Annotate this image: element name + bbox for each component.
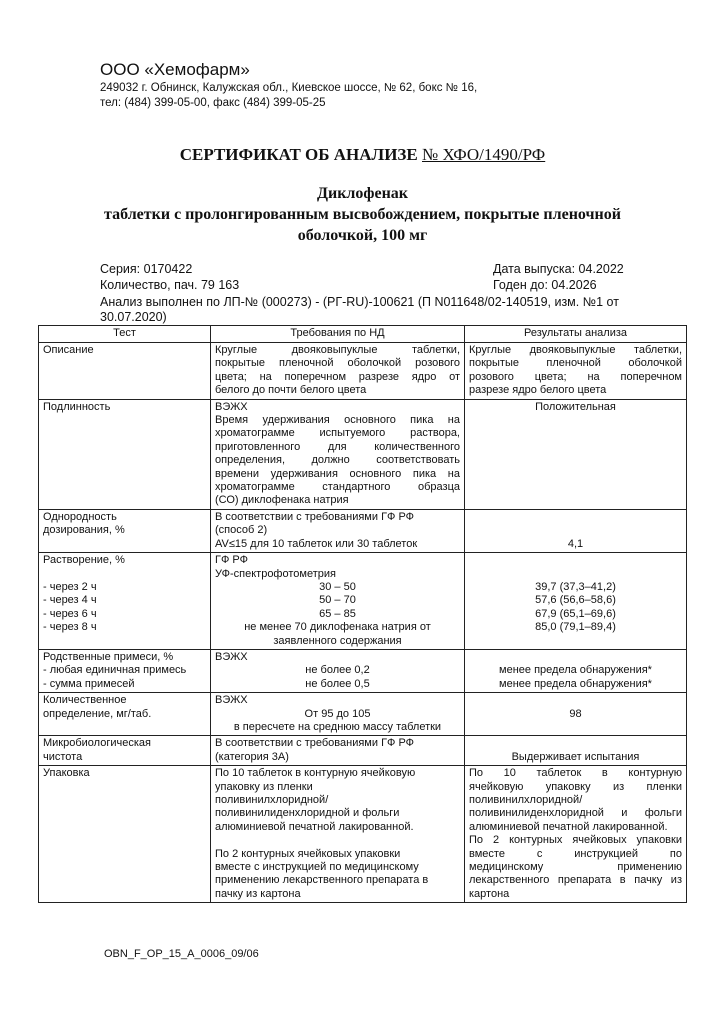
- requirement: ВЭЖХ Время удерживания основного пика на хроматограмме испытуемого раствора, приготовленного для количественного определения, должно соответствовать времени удерживания основного пика на хроматограмме стандартного образца (СО) диклофенака натрия: [211, 399, 465, 509]
- result: Выдерживает испытания: [465, 736, 687, 766]
- table-row: [39, 736, 687, 766]
- result: 39,7 (37,3–41,2) 57,6 (56,6–58,6) 67,9 (65,1–69,6) 85,0 (79,1–89,4): [465, 553, 687, 650]
- result: По 10 таблеток в контурную ячейковую упаковку из пленки поливинилхлоридной/ поливинилиденхлоридной и фольги алюминиевой печатной лакированной. По 2 контурных ячейковых упаковки вместе с инструкцией по медицинскому применению лекарственного препарата в пачку из картона: [465, 766, 687, 903]
- table-row: [39, 343, 687, 400]
- test-name: Описание: [39, 343, 211, 400]
- product-name: Диклофенак: [316, 185, 409, 202]
- analysis-table: [38, 325, 687, 903]
- requirement: В соответствии с требованиями ГФ РФ (категория 3А): [211, 736, 465, 766]
- certificate-title-text: СЕРТИФИКАТ ОБ АНАЛИЗЕ: [179, 145, 418, 164]
- test-name: Количественное определение, мг/таб.: [39, 693, 211, 736]
- result: менее предела обнаружения* менее предела обнаружения*: [465, 649, 687, 692]
- certificate-number: № ХФО/1490/РФ: [422, 145, 546, 164]
- company-contacts: тел: (484) 399-05-00, факс (484) 399-05-25: [100, 97, 326, 109]
- release-date: Дата выпуска: 04.2022: [493, 262, 624, 276]
- table-row: [39, 509, 687, 552]
- form-code: OBN_F_OP_15_A_0006_09/06: [104, 948, 259, 960]
- requirement: ВЭЖХ От 95 до 105 в пересчете на среднюю массу таблетки: [211, 693, 465, 736]
- header-requirements: Требования по НД: [211, 326, 465, 343]
- requirement: ВЭЖХ не более 0,2 не более 0,5: [211, 649, 465, 692]
- result: 4,1: [465, 509, 687, 552]
- requirement: По 10 таблеток в контурную ячейковую упаковку из пленки поливинилхлоридной/ поливинилиденхлоридной и фольги алюминиевой печатной лакированной. По 2 контурных ячейковых упаковки вместе с инструкцией по медицинскому применению лекарственного препарата в пачку из картона: [211, 766, 465, 903]
- test-name: Подлинность: [39, 399, 211, 509]
- company-name: ООО «Хемофарм»: [100, 60, 250, 79]
- table-row: [39, 693, 687, 736]
- table-row: [39, 399, 687, 509]
- table-row: [39, 766, 687, 903]
- table-row: [39, 649, 687, 692]
- test-name: Однородность дозирования, %: [39, 509, 211, 552]
- quantity: Количество, пач. 79 163: [100, 278, 240, 292]
- product-form-line2: оболочкой, 100 мг: [297, 227, 428, 244]
- requirement: ГФ РФ УФ-спектрофотометрия 30 – 50 50 – 70 65 – 85 не менее 70 диклофенака натрия от заявленного содержания: [211, 553, 465, 650]
- test-name: Растворение, % - через 2 ч - через 4 ч - через 6 ч - через 8 ч: [39, 553, 211, 650]
- requirement: В соответствии с требованиями ГФ РФ (способ 2) AV≤15 для 10 таблеток или 30 таблеток: [211, 509, 465, 552]
- test-name: Упаковка: [39, 766, 211, 903]
- table-row: [39, 553, 687, 650]
- test-name: Микробиологическая чистота: [39, 736, 211, 766]
- analysis-reference: Анализ выполнен по ЛП-№ (000273) - (РГ-RU)-100621 (П N011648/02-140519, изм. №1 от 30.07.2020): [100, 295, 619, 324]
- table-header-row: [39, 326, 687, 343]
- result: 98: [465, 693, 687, 736]
- expiry-date: Годен до: 04.2026: [493, 278, 597, 292]
- certificate-title: [0, 145, 725, 165]
- series: Серия: 0170422: [100, 262, 193, 276]
- test-name: Родственные примеси, % - любая единичная примесь - сумма примесей: [39, 649, 211, 692]
- result: Круглые двояковыпуклые таблетки, покрытые пленочной оболочкой розового цвета; на поперечном разрезе ядро белого цвета: [465, 343, 687, 400]
- header-results: Результаты анализа: [465, 326, 687, 343]
- result: Положительная: [465, 399, 687, 509]
- header-test: Тест: [39, 326, 211, 343]
- company-address: 249032 г. Обнинск, Калужская обл., Киевское шоссе, № 62, бокс № 16,: [100, 82, 478, 94]
- product-form-line1: таблетки с пролонгированным высвобождением, покрытые пленочной: [104, 206, 621, 223]
- requirement: Круглые двояковыпуклые таблетки, покрытые пленочной оболочкой розового цвета; на поперечном разрезе ядро от белого до почти белого цвета: [211, 343, 465, 400]
